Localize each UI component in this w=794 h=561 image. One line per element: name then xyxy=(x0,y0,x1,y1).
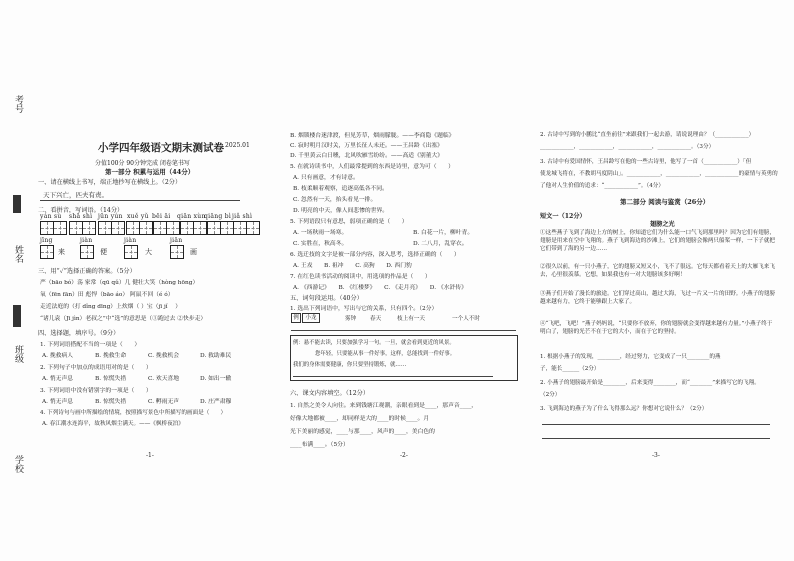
writing-box[interactable] xyxy=(139,221,153,235)
writing-box[interactable] xyxy=(207,221,221,235)
fill-line[interactable]: 好像大地都被____，却同样是大的____的时候____。月 xyxy=(290,416,430,422)
question-line: 5. 在就诗读书中，人们最常提到的东西是诗里，意为可（ ） xyxy=(290,164,454,170)
question-line: 氧（fēn fān）田 彪悍（bāo áo） 阿鼠不回（é ó） xyxy=(40,292,174,298)
binding-mark xyxy=(13,305,21,327)
answer-line[interactable] xyxy=(293,376,493,377)
page-number: -2- xyxy=(400,452,408,459)
option[interactable]: A. 王戎 B. 祖冲 C. 高狗 D. 西门豹 xyxy=(293,263,412,269)
option[interactable]: C. 挽救机会 xyxy=(148,353,180,359)
word[interactable]: 雾钟 xyxy=(345,316,357,322)
writing-box[interactable] xyxy=(40,221,54,235)
binding-strip xyxy=(0,95,30,495)
given-char: 来 xyxy=(58,248,65,256)
question-line: 3. 下列词语中没有错别字的一项是（ ） xyxy=(40,388,152,394)
option[interactable]: B. 惊慌失措 xyxy=(95,376,127,382)
option[interactable]: C. 忽然有一天，抬头看见一排。 xyxy=(293,197,377,203)
question-line: 1. 选出下列词语中，写出与它的关系，只有四个。（2分） xyxy=(290,306,438,312)
copy-text: 天下兴亡，匹夫有责。 xyxy=(43,191,108,199)
fill-line[interactable]: （2分） xyxy=(540,392,561,398)
pinyin: qiān xùn xyxy=(177,213,206,220)
writing-box[interactable] xyxy=(124,245,138,259)
writing-box[interactable] xyxy=(153,221,167,235)
exam-title: 小学四年级语文期末测试卷 xyxy=(98,142,224,154)
part-heading: 第一部分 积累与运用（44分） xyxy=(105,168,195,176)
binding-label: 姓名 xyxy=(13,245,23,263)
option[interactable]: D. 二八月，乱穿衣。 xyxy=(413,241,468,247)
question-line: 7. 在红色读书活动的阅读中，用选项的作品是（ ） xyxy=(290,274,431,280)
option[interactable]: D. 庄严肃穆 xyxy=(200,399,232,405)
question-line: “诸儿袁（Jī jìn）老叔之”中“选”的意思是（①跑过去 ②快步走） xyxy=(40,316,207,322)
pinyin: jūn yún xyxy=(98,213,123,220)
question-line: 1. 下列词语搭配不当的一项是（ ） xyxy=(40,342,141,348)
option[interactable]: C. 实胜在，秋高冬。 xyxy=(293,241,348,247)
option[interactable]: C. 欢天喜地 xyxy=(148,376,180,382)
box-text: 例：悬不能去读，只要加强学习一句。一旦，就会看到更近的风景。 xyxy=(293,340,455,346)
fill-line[interactable]: ____布满____。（5分） xyxy=(290,442,349,448)
binding-label: 考号 xyxy=(13,95,23,113)
pinyin: jiàn xyxy=(80,237,93,244)
writing-line[interactable] xyxy=(40,200,240,201)
writing-box[interactable] xyxy=(98,221,112,235)
given-char: 便 xyxy=(100,248,107,256)
option[interactable]: B. 枝柔顺着观察，追逐高低各不同。 xyxy=(293,186,388,192)
question-line: 3. 飞到海边的燕子为了什么飞得那么远？你想对它说什么？（2分） xyxy=(540,406,708,412)
option[interactable]: A. 一场秋雨一场寒。 xyxy=(293,230,348,236)
option[interactable]: D. 明亮的中天，像人间悲惨的世界。 xyxy=(293,208,389,214)
passage-paragraph: ③燕子们开始了漫长的旅途。它们穿过高山，越过大海，飞过一片又一片的田野。小燕子的翅膀越来越有力，它终于能够跟上大家了。 xyxy=(540,291,775,305)
passage-paragraph: ④“飞吧，飞吧！”燕子妈妈说，“只要你不放弃，你的翅膀就会变得越来越有力量。”小燕子终于明白了，翅膀的光芒不在于它的大小，而在于它的坚持。 xyxy=(540,321,773,335)
word-box[interactable]: 小龙 xyxy=(302,313,320,323)
option[interactable]: B. 白花一片，柳叶青。 xyxy=(413,230,474,236)
fill-line[interactable]: 2. 古诗中写到的小鹏比“直坐前往”来跟我们一起去游，请说说理由？（____________） xyxy=(540,132,755,138)
question-line: 2. 下列句子中加点的成语用对的是（ ） xyxy=(40,365,152,371)
binding-mark xyxy=(13,195,21,213)
question-line: 严（bāo bó）荡 家常（qū qǔ）几 健壮大笑（hòng hōng） xyxy=(40,280,199,286)
box-text: 我们的身体需要健康，你只要坚持锻炼，就…… xyxy=(293,362,407,368)
box-text: 您年轻，只要能从事一件好事，这样，总能找到一件好事。 xyxy=(315,351,456,357)
option[interactable]: A. 春江潮水连海平，故秋风烟尘满天。——《枫桥夜泊》 xyxy=(42,421,184,427)
fill-line[interactable]: 1. 根据小燕子的发现，________，经过努力，它变成了一只________的燕 xyxy=(540,354,721,360)
word[interactable]: 枝上有一天 xyxy=(397,316,425,322)
pinyin: jiàn xyxy=(124,237,137,244)
passage-title: 翅膀之光 xyxy=(650,221,675,228)
writing-box[interactable] xyxy=(53,221,67,235)
fill-line[interactable]: 子，能长______（2分） xyxy=(540,366,600,372)
fill-line[interactable]: 使龙城飞将在，不教胡马度阴山」。____________，____________，____________的豪情与英勇的 xyxy=(540,171,778,177)
question-line: C. 寂时明月汉时关，万里长征人未还。——王昌龄《出塞》 xyxy=(290,143,443,149)
writing-box[interactable] xyxy=(126,221,140,235)
part-heading: 第二部分 阅读与鉴赏（26分） xyxy=(620,198,710,206)
passage-heading: 短文一（12分） xyxy=(540,213,586,220)
given-char: 大 xyxy=(145,248,152,256)
pinyin: jiān xyxy=(170,237,183,244)
question-heading: 六、课文内容填空。（12分） xyxy=(290,390,370,397)
question-line: B. 烟锁楼台迷津渡，但见芳草，烟雨朦胧。——李商隐《题临》 xyxy=(290,133,455,139)
question-line: D. 千里黄云白日曛，北风吹雁雪纷纷。——高适《别董大》 xyxy=(290,153,444,159)
question-heading: 一、请在横线上书写，端正地抄写在横线上。（2分） xyxy=(38,179,182,186)
option[interactable]: D. 如出一辙 xyxy=(200,376,232,382)
option[interactable]: A. 挽救病人 xyxy=(42,353,74,359)
writing-box[interactable] xyxy=(246,221,260,235)
writing-box[interactable] xyxy=(82,221,96,235)
exam-subtitle: 分值100分 90分钟完成 闭卷笔书写 xyxy=(95,160,190,167)
option[interactable]: A. 悄无声息 xyxy=(42,376,74,382)
exam-date: 2025.01 xyxy=(225,142,250,149)
writing-box[interactable] xyxy=(180,221,194,235)
question-heading: 四、选择题，填序号。（9分） xyxy=(38,330,120,337)
example-box: 例 xyxy=(291,313,301,323)
word[interactable]: 一个人不时 xyxy=(452,316,480,322)
fill-line[interactable]: 3. 古诗中有爱国情怀，王昌龄写在他的一些古诗里，他写了一首（____________）「但 xyxy=(540,159,752,165)
answer-line[interactable] xyxy=(542,424,770,425)
pinyin: xuě yǔ xyxy=(127,213,149,220)
binding-label: 班级 xyxy=(13,345,23,363)
question-line: 5. 下列语段只有意思，弱项正确的是（ ） xyxy=(290,219,408,225)
pinyin: qiāng bì xyxy=(204,213,232,220)
writing-box[interactable] xyxy=(111,221,125,235)
writing-box[interactable] xyxy=(40,245,54,259)
writing-box[interactable] xyxy=(193,221,207,235)
option[interactable]: B. 挽救生命 xyxy=(95,353,127,359)
option[interactable]: C. 孵雨无声 xyxy=(148,399,180,405)
writing-box[interactable] xyxy=(166,221,180,235)
option[interactable]: D. 救助难民 xyxy=(200,353,232,359)
option[interactable]: A. 《西游记》 B. 《红楼梦》 C. 《走月亮》 D. 《水浒传》 xyxy=(293,285,467,291)
word[interactable]: 春天 xyxy=(370,316,382,322)
question-line: 走近法庭的（打 dǐng dīng）上炊烟（ ）宝（jī jǐ ） xyxy=(40,304,182,310)
writing-box[interactable] xyxy=(233,221,247,235)
given-char: 画 xyxy=(190,248,197,256)
page-number: -1- xyxy=(146,452,154,459)
pinyin: shā shì xyxy=(69,213,93,220)
answer-line[interactable] xyxy=(542,438,770,439)
answer-line[interactable] xyxy=(291,330,516,331)
pinyin: jiǎ shì xyxy=(232,213,253,220)
pinyin: bēi āi xyxy=(152,213,171,220)
fill-line[interactable]: 光下美丽的感觉，____与那____，风声的____，美白色的 xyxy=(290,429,435,435)
writing-box[interactable] xyxy=(80,245,94,259)
question-line: 4. 下列诗句与画中所描绘的情境，按照描写景色中所描写的画面是（ ） xyxy=(40,410,227,416)
pinyin: jīng xyxy=(40,237,53,244)
option[interactable]: B. 惊慌失措 xyxy=(95,399,127,405)
writing-box[interactable] xyxy=(170,245,184,259)
question-heading: 二、看拼音，写词语。（14分） xyxy=(38,207,124,214)
option[interactable]: A. 只有画意，才有诗意。 xyxy=(293,175,359,181)
page-number: -3- xyxy=(652,452,660,459)
fill-line[interactable]: 2. 小燕子的翅膀最开始是________，后来变得________，而“________”来描写它的飞翔。 xyxy=(540,380,760,386)
binding-label: 学校 xyxy=(13,455,23,473)
writing-box[interactable] xyxy=(69,221,83,235)
question-heading: 三、用“✓”选择正确的答案。（5分） xyxy=(38,268,136,275)
fill-line[interactable]: 了他对人生价值的追求：“____________”。（4分） xyxy=(540,183,664,189)
fill-line[interactable]: ____________，____________，____________，____________。（3分） xyxy=(540,144,715,150)
fill-line[interactable]: 1. 自然之美令人向往。来到钱塘江观潮，亲眼看到是____，那声音____， xyxy=(290,403,478,409)
passage-paragraph: ①这些燕子飞到了海边上方的树上，你知道它们为什么能一口气飞到那里吗？因为它们有翅膀，翅膀是用来在空中飞翔的。燕子飞到海边的沙滩上，它们的翅膀会像两只船桨一样，一下子就把它们带到了海的另一边…… xyxy=(540,230,775,252)
passage-paragraph: ②很久以前，有一只小燕子，它的翅膀又短又小，飞不了很远。它每天都看着天上的大雁飞来飞去，心里很羡慕。它想，如果我也有一对大翅膀该多好啊！ xyxy=(540,264,775,278)
option[interactable]: A. 悄无声息 xyxy=(42,399,74,405)
question-heading: 五、词句段运用。（40分） xyxy=(290,295,363,302)
writing-box[interactable] xyxy=(220,221,234,235)
question-line: 6. 选迁技的文字是被一部分内容，深入思考，选择正确的（ ） xyxy=(290,252,460,258)
pinyin: yán sù xyxy=(40,213,62,220)
